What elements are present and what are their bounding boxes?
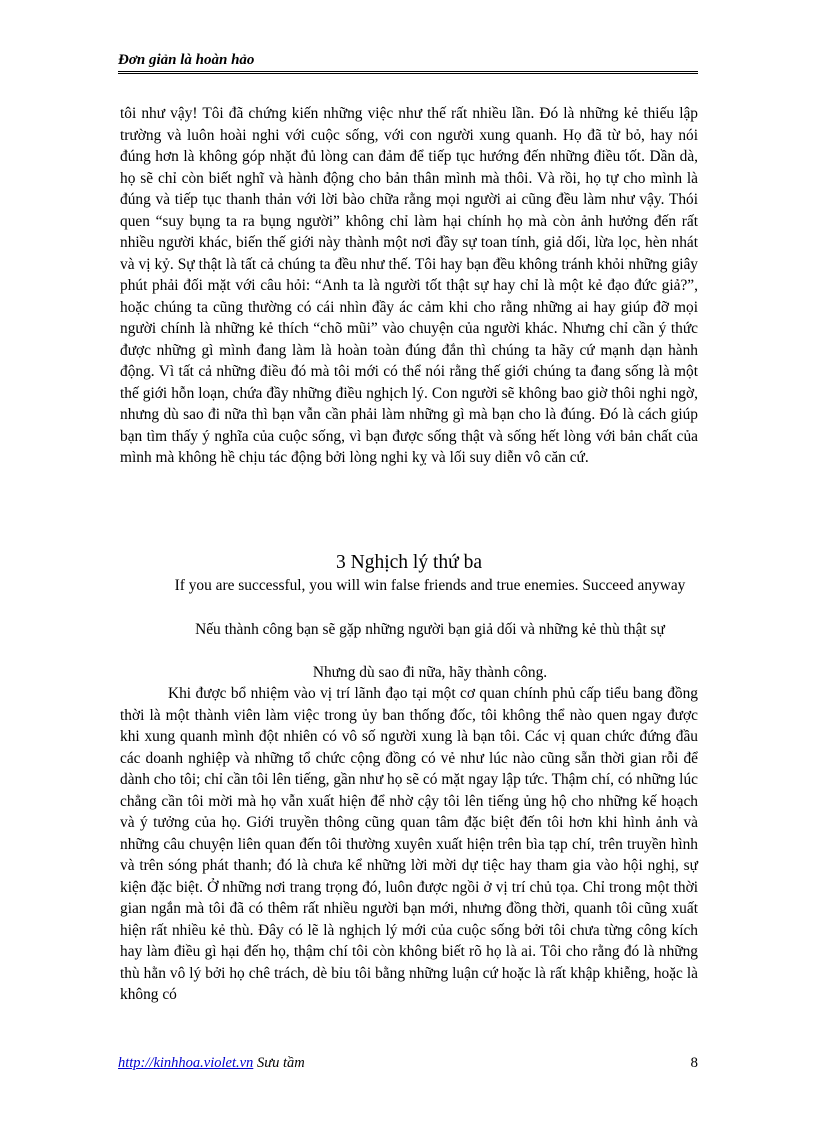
section-title: 3 Nghịch lý thứ ba [336,552,482,573]
page-footer [118,1055,698,1072]
header-rule [118,71,698,74]
quote-vietnamese-2: Nhưng dù sao đi nữa, hãy thành công. [312,664,548,681]
footer-source-label: Sưu tầm [253,1055,305,1071]
quote-english: If you are successful, you will win false friends and true enemies. Succeed anyway [174,577,686,594]
page-number: 8 [690,1055,698,1071]
body-paragraph-1: tôi như vậy! Tôi đã chứng kiến những việc như thế rất nhiều lần. Đó là những kẻ thiếu lập trường và luôn hoài nghi với cuộc sống, với con người xung quanh. Họ đã từ bỏ, hay nói đúng hơn là không góp nhặt đủ lòng can đảm để tiếp tục hướng đến những điều tốt. Dần dà, họ sẽ chỉ còn biết nghĩ và hành động cho bản thân mình mà thôi. Và rồi, họ tự cho mình là đúng và tiếp tục thanh thản với lời bào chữa rằng mọi người ai cũng đều làm như vậy. Thói quen “suy bụng ta ra bụng người” không chỉ làm hại chính họ mà còn ảnh hưởng đến rất nhiều người khác, biến thế giới này thành một nơi đầy sự toan tính, giả dối, lừa lọc, hèn nhát và vị kỷ. Sự thật là tất cả chúng ta đều như thế. Tôi hay bạn đều không tránh khỏi những giây phút phải đối mặt với câu hỏi: “Anh ta là người tốt thật sự hay chỉ là một kẻ đạo đức giả?”, hoặc chúng ta cũng thường có cái nhìn đầy ác cảm khi cho rằng những ai hay giúp đỡ mọi người chính là những kẻ thích “chõ mũi” vào chuyện của người khác. Nhưng chỉ cần ý thức được những gì mình đang làm là hoàn toàn đúng đắn thì chúng ta hãy cứ mạnh dạn hành động. Vì tất cả những điều đó mà tôi mới có thể nói rằng thế giới chúng ta đang sống là một thế giới hỗn loạn, chứa đầy những điều nghịch lý. Con người sẽ không bao giờ thôi nghi ngờ, nhưng dù sao đi nữa thì bạn vẫn cần phải làm những gì mà bạn cho là đúng. Đó là cách giúp bạn tìm thấy ý nghĩa của cuộc sống, vì bạn được sống thật và sống hết lòng với bản chất của mình mà không hề chịu tác động bởi lòng nghi kỵ và lối suy diễn vô căn cứ. [120,105,698,466]
footer-link[interactable]: http://kinhhoa.violet.vn [118,1055,254,1071]
body-paragraph-2: Khi được bổ nhiệm vào vị trí lãnh đạo tại một cơ quan chính phủ cấp tiểu bang đồng thời là một thành viên làm việc trong ủy ban thống đốc, tôi không thể nào quen ngay được khi xung quanh mình đột nhiên có vô số người xung là bạn tôi. Các vị quan chức đứng đầu các doanh nghiệp và những tổ chức cộng đồng có vẻ như lúc nào cũng sẵn thời gian rỗi để dành cho tôi; chỉ cần tôi lên tiếng, gần như họ sẽ có mặt ngay lập tức. Thậm chí, có những lúc chẳng cần tôi mời mà họ vẫn xuất hiện để nhờ cậy tôi lên tiếng ủng hộ cho những kế hoạch và ý tưởng của họ. Giới truyền thông cũng quan tâm đặc biệt đến tôi hơn khi hình ảnh và những câu chuyện liên quan đến tôi thường xuyên xuất hiện trên bìa tạp chí, trên truyền hình và trên sóng phát thanh; đó là chưa kể những lời mời dự tiệc hay tham gia vào hội nghị, sự kiện đặc biệt. Ở những nơi trang trọng đó, luôn được ngồi ở vị trí chủ tọa. Chỉ trong một thời gian ngắn mà tôi đã có thêm rất nhiều người bạn mới, nhưng đồng thời, quanh tôi cũng xuất hiện rất nhiều kẻ thù. Đây có lẽ là nghịch lý mới của cuộc sống bởi tôi chưa từng công kích hay làm điều gì hại đến họ, thậm chí tôi còn không biết rõ họ là ai. Tôi cho rằng đó là những thù hằn vô lý bởi họ chê trách, dè bỉu tôi bằng những luận cứ hoặc là rất khập khiễng, hoặc là không có [120,685,698,1003]
running-header: Đơn giản là hoàn hảo [118,52,255,68]
quote-vietnamese-1: Nếu thành công bạn sẽ gặp những người bạn giả dối và những kẻ thù thật sự [195,621,665,638]
